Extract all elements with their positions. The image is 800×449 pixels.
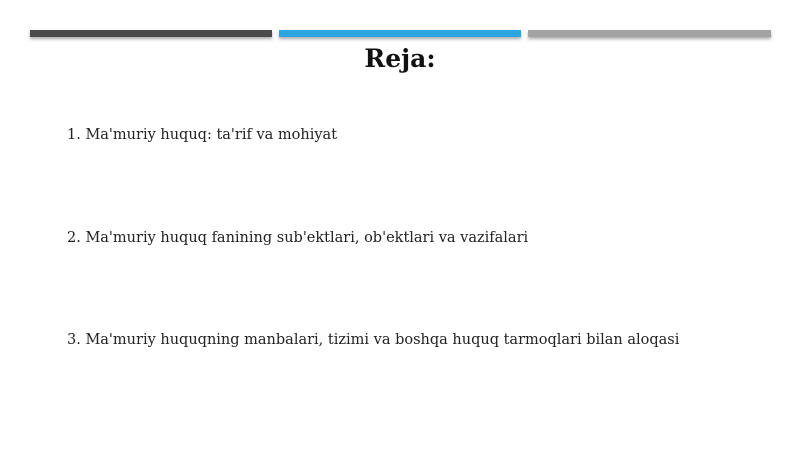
header-bar-gray: [528, 30, 771, 37]
header-bar-dark: [30, 30, 272, 37]
header-bar-blue: [279, 30, 521, 37]
plan-item-2: 2. Ma'muriy huquq fanining sub'ektlari, ob'ektlari va vazifalari: [67, 230, 529, 246]
plan-item-1: 1. Ma'muriy huquq: ta'rif va mohiyat: [67, 127, 338, 143]
slide-title: Reja:: [364, 44, 436, 73]
plan-item-3: 3. Ma'muriy huquqning manbalari, tizimi va boshqa huquq tarmoqlari bilan aloqasi: [67, 332, 680, 348]
